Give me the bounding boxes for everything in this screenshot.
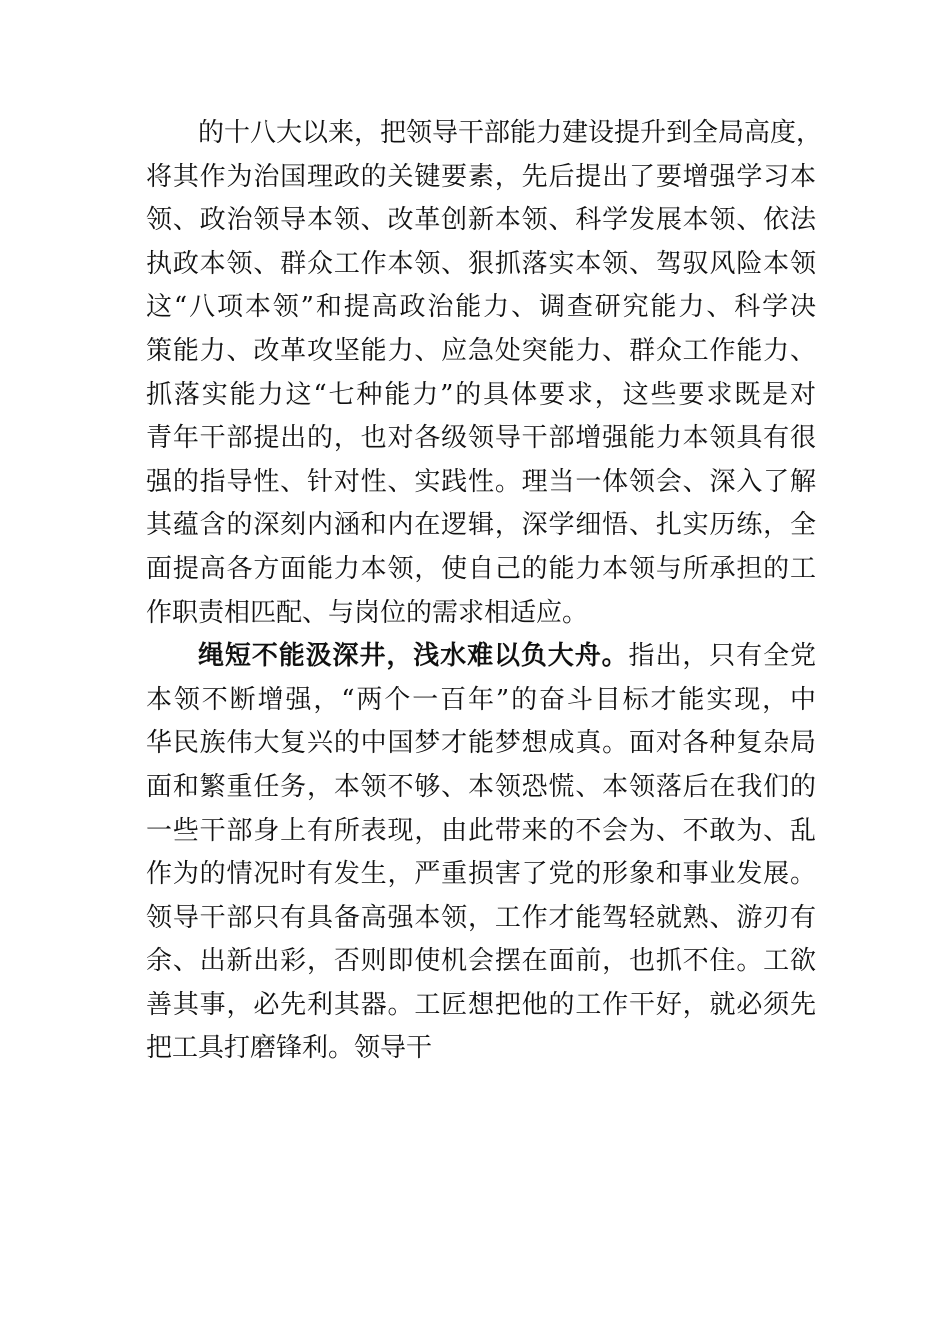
paragraph-line: 其蕴含的深刻内涵和内在逻辑，深学细悟、扎实历练，全: [146, 510, 816, 541]
paragraph-line: 强的指导性、针对性、实践性。理当一体领会、深入了解: [146, 466, 816, 497]
paragraph-line: 作职责相匹配、与岗位的需求相适应。: [146, 597, 589, 628]
paragraph-line: 青年干部提出的，也对各级领导干部增强能力本领具有很: [146, 423, 816, 454]
paragraph-1: [146, 112, 823, 635]
paragraph-line: 面提高各方面能力本领，使自己的能力本领与所承担的工: [146, 553, 816, 584]
paragraph-line: 把工具打磨锋利。领导干: [146, 1033, 433, 1064]
paragraph-line: 领、政治领导本领、改革创新本领、科学发展本领、依法: [146, 205, 816, 236]
body-text: [146, 112, 823, 1071]
section-heading: 绳短不能汲深井，浅水难以负大舟。: [198, 641, 629, 672]
paragraph-2: [146, 635, 816, 1071]
paragraph-line: 善其事，必先利其器。工匠想把他的工作干好，就必须先: [146, 989, 816, 1020]
paragraph-line: 华民族伟大复兴的中国梦才能梦想成真。面对各种复杂局: [146, 728, 816, 759]
paragraph-line: 抓落实能力这“七种能力”的具体要求，这些要求既是对: [146, 379, 816, 410]
paragraph-line: 的十八大以来，把领导干部能力建设提升到全局高度，: [198, 118, 823, 148]
paragraph-line: 执政本领、群众工作本领、狠抓落实本领、驾驭风险本领: [146, 248, 816, 279]
paragraph-line-rest: 指出，只有全党: [628, 641, 816, 672]
paragraph-line: 面和繁重任务，本领不够、本领恐慌、本领落后在我们的: [146, 771, 816, 802]
paragraph-line: 策能力、改革攻坚能力、应急处突能力、群众工作能力、: [146, 335, 816, 366]
paragraph-line: 本领不断增强，“两个一百年”的奋斗目标才能实现，中: [146, 684, 816, 715]
paragraph-line: 作为的情况时有发生，严重损害了党的形象和事业发展。: [146, 859, 816, 890]
paragraph-line: 一些干部身上有所表现，由此带来的不会为、不敢为、乱: [146, 815, 816, 846]
paragraph-line: 领导干部只有具备高强本领，工作才能驾轻就熟、游刃有: [146, 902, 816, 933]
paragraph-line: 余、出新出彩，否则即使机会摆在面前，也抓不住。工欲: [146, 946, 816, 977]
paragraph-line: 将其作为治国理政的关键要素，先后提出了要增强学习本: [146, 161, 816, 192]
paragraph-first-line: [146, 635, 816, 679]
paragraph-line: 这“八项本领”和提高政治能力、调查研究能力、科学决: [146, 292, 816, 323]
